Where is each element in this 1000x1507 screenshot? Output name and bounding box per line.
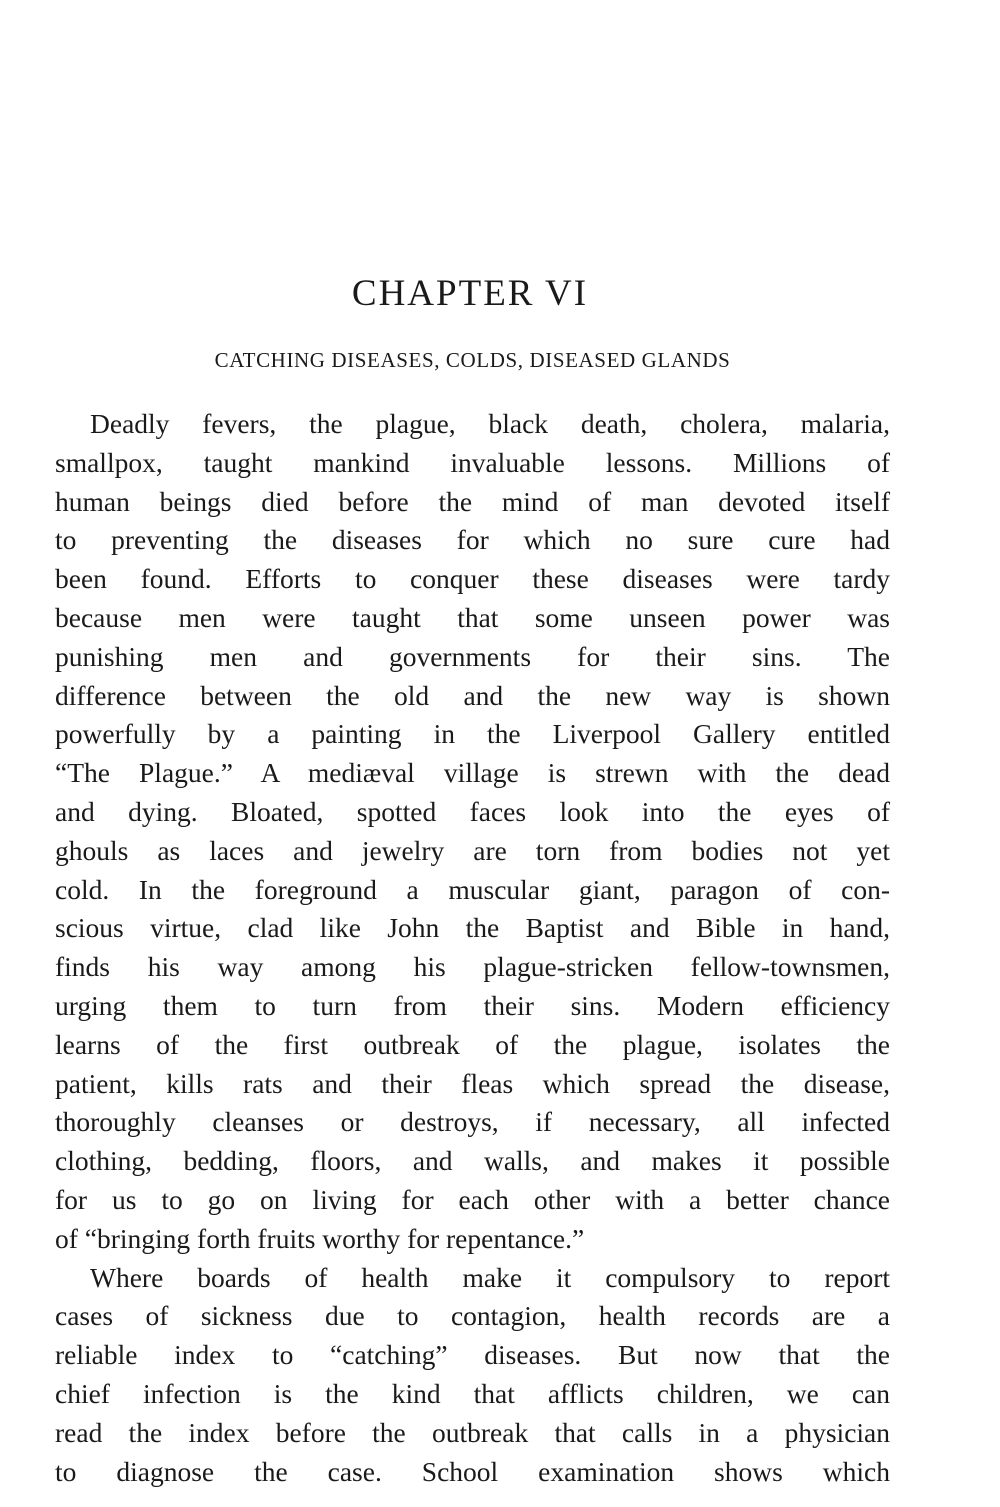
text-line: to diagnose the case. School examination shows which <box>55 1455 890 1487</box>
text-line: ghouls as laces and jewelry are torn from bodies not yet <box>55 834 890 866</box>
text-line: “The Plague.” A mediæval village is strewn with the dead <box>55 757 890 789</box>
text-line: read the index before the outbreak that calls in a physician <box>55 1416 890 1448</box>
paragraph <box>55 1259 890 1492</box>
chapter-title: CHAPTER VI <box>351 273 589 314</box>
text-line: and dying. Bloated, spotted faces look into the eyes of <box>55 795 890 827</box>
text-line: learns of the first outbreak of the plague, isolates the <box>55 1028 890 1060</box>
text-line: because men were taught that some unseen power was <box>55 601 890 633</box>
text-line: urging them to turn from their sins. Modern efficiency <box>55 989 890 1021</box>
text-line: been found. Efforts to conquer these diseases were tardy <box>55 563 890 595</box>
text-line: finds his way among his plague-stricken fellow-townsmen, <box>55 951 890 983</box>
text-line: Where boards of health make it compulsory to report <box>90 1261 890 1293</box>
text-line: scious virtue, clad like John the Baptist and Bible in hand, <box>55 912 890 944</box>
text-line: thoroughly cleanses or destroys, if necessary, all infected <box>55 1106 890 1138</box>
text-line: cold. In the foreground a muscular giant, paragon of con- <box>55 873 890 905</box>
text-line: cases of sickness due to contagion, health records are a <box>55 1300 890 1332</box>
text-line: reliable index to “catching” diseases. But now that the <box>55 1339 890 1371</box>
text-line: for us to go on living for each other with a better chance <box>55 1183 890 1215</box>
text-line: of “bringing forth fruits worthy for repentance.” <box>55 1222 585 1254</box>
text-line: chief infection is the kind that afflicts children, we can <box>55 1377 890 1409</box>
text-line: Deadly fevers, the plague, black death, cholera, malaria, <box>90 408 890 439</box>
text-line: clothing, bedding, floors, and walls, and makes it possible <box>55 1145 890 1177</box>
text-line: punishing men and governments for their sins. The <box>55 640 890 672</box>
body-text <box>55 405 890 1491</box>
text-line: patient, kills rats and their fleas which spread the disease, <box>55 1067 890 1099</box>
text-line: powerfully by a painting in the Liverpool Gallery entitled <box>55 718 890 750</box>
chapter-subtitle: CATCHING DISEASES, COLDS, DISEASED GLANDS <box>214 348 731 372</box>
text-line: human beings died before the mind of man devoted itself <box>55 485 890 517</box>
text-line: difference between the old and the new way is shown <box>55 679 890 711</box>
paragraph <box>55 405 890 1259</box>
text-line: smallpox, taught mankind invaluable lessons. Millions of <box>55 446 890 478</box>
text-line: to preventing the diseases for which no sure cure had <box>55 524 890 556</box>
